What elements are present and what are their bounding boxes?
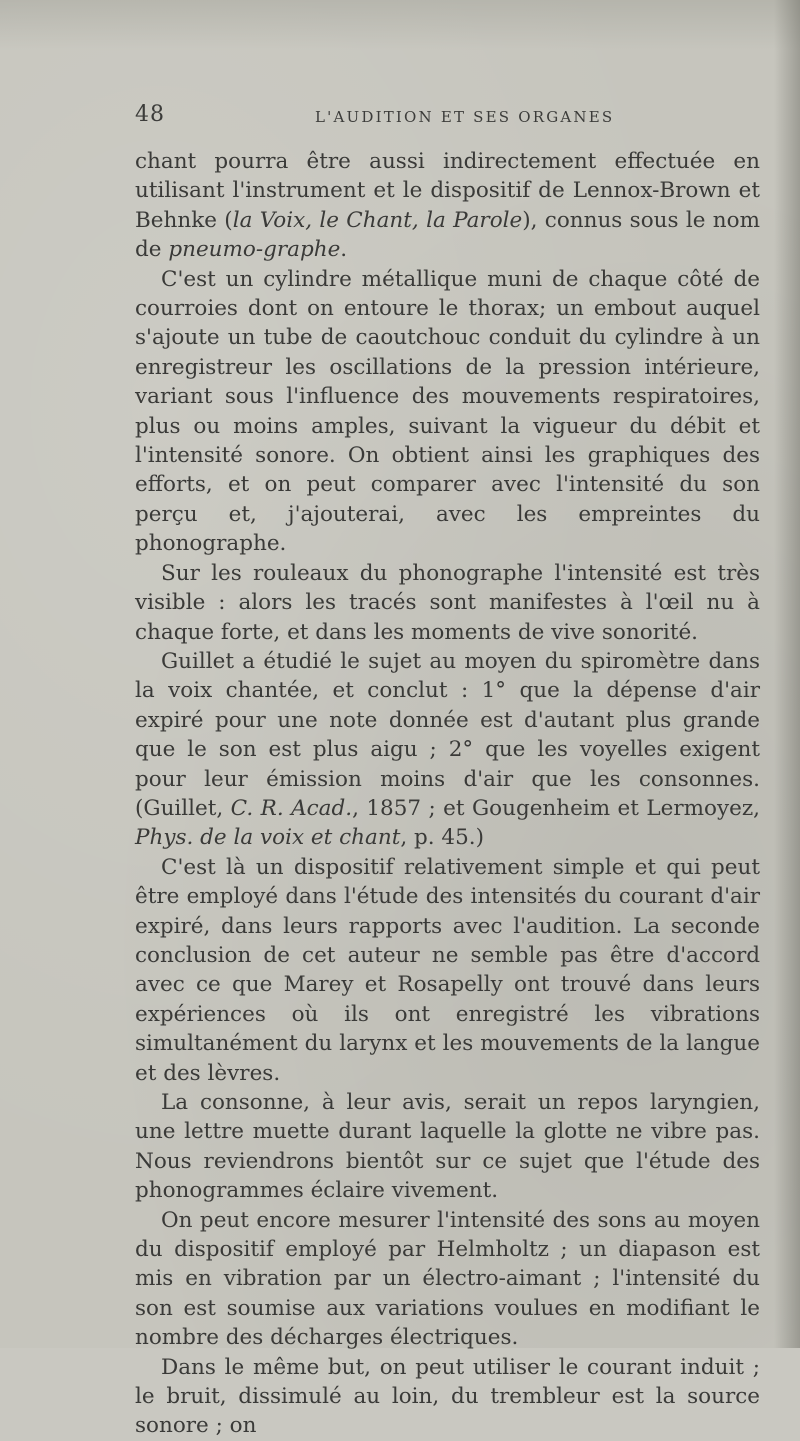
text-run: ), connus sous le nom de [135,207,760,263]
paragraph [135,853,760,1088]
paragraph [135,1206,760,1353]
page-binding-shadow [774,0,800,1348]
body-text [135,147,760,1441]
text-run: chant pourra être aussi indirectement effectuée en utilisant l'instrument et le dispositif de Lennox-Brown et Behnke ( [135,149,760,233]
paragraph [135,147,760,265]
page-number: 48 [135,102,165,127]
text-run: , p. 45.) [400,825,485,851]
paragraph [135,559,760,647]
paragraph [135,265,760,559]
running-title: L'AUDITION ET SES ORGANES [315,108,615,126]
text-run: Guillet a étudié le sujet au moyen du spiromètre dans la voix chantée, et conclut : 1° que la dépense d'air expiré pour une note donnée est d'autant plus grande que le son est plus aigu ; 2° que les voyelles exigent pour leur émission moins d'air que les consonnes. (Guillet, [135,648,760,821]
paragraph [135,647,760,853]
page-header [135,102,760,132]
text-run: , 1857 ; et Gougenheim et Lermoyez, [352,795,760,821]
italic-text-run: la Voix, le Chant, la Parole [232,207,523,233]
text-run: C'est là un dispositif relativement simple et qui peut être employé dans l'étude des intensités du courant d'air expiré, dans leurs rapports avec l'audition. La seconde conclusion de cet auteur ne semble pas être d'accord avec ce que Marey et Rosapelly ont trouvé dans leurs expériences où ils ont enregistré les vibrations simultanément du larynx et les mouvements de la langue et des lèvres. [135,854,760,1086]
text-run: C'est un cylindre métallique muni de chaque côté de courroies dont on entoure le thorax; un embout auquel s'ajoute un tube de caoutchouc conduit du cylindre à un enregistreur les oscillations de la pression intérieure, variant sous l'influence des mouvements respiratoires, plus ou moins amples, suivant la vigueur du débit et l'intensité sonore. On obtient ainsi les graphiques des efforts, et on peut comparer avec l'intensité du son perçu et, j'ajouterai, avec les empreintes du phonographe. [135,266,760,557]
paragraph [135,1088,760,1206]
paragraph [135,1353,760,1441]
italic-text-run: pneumo-graphe [168,237,341,263]
text-run: Dans le même but, on peut utiliser le courant induit ; le bruit, dissimulé au loin, du trembleur est la source sonore ; on [135,1354,760,1439]
page-top-shading [0,0,800,50]
italic-text-run: C. R. Acad. [230,795,353,821]
text-run: . [340,237,348,263]
text-run: Sur les rouleaux du phonographe l'intensité est très visible : alors les tracés sont manifestes à l'œil nu à chaque forte, et dans les moments de vive sonorité. [135,560,760,645]
text-run: On peut encore mesurer l'intensité des sons au moyen du dispositif employé par Helmholtz ; un diapason est mis en vibration par un électro-aimant ; l'intensité du son est soumise aux variations voulues en modifiant le nombre des décharges électriques. [135,1207,760,1351]
italic-text-run: Phys. de la voix et chant [135,825,401,851]
text-run: La consonne, à leur avis, serait un repos laryngien, une lettre muette durant laquelle la glotte ne vibre pas. Nous reviendrons bientôt sur ce sujet que l'étude des phonogrammes éclaire vivement. [135,1090,760,1204]
